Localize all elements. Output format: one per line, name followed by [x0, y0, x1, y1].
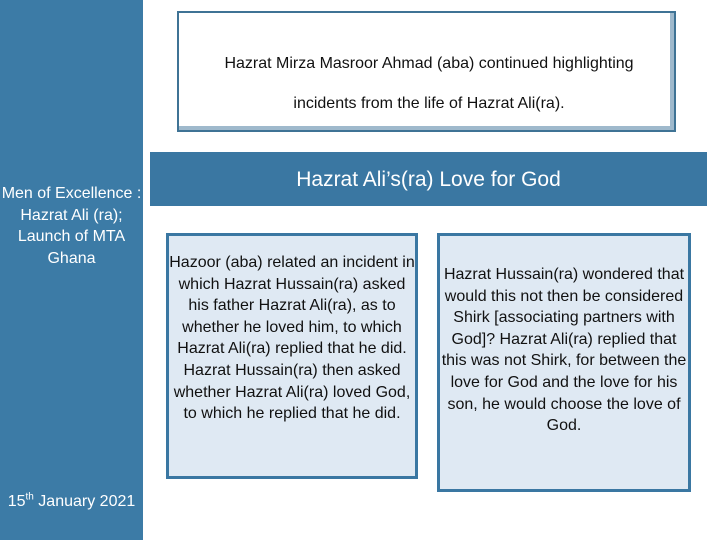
- date-rest: January 2021: [33, 493, 136, 510]
- incident-card-right-text: Hazrat Hussain(ra) wondered that would this not then be considered Shirk [associating partners with God]? Hazrat Ali(ra) replied that this was not Shirk, for between the love for God and the love for his son, he would choose the love of God.: [441, 266, 687, 435]
- sidebar: [0, 0, 143, 540]
- sidebar-title: Men of Excellence : Hazrat Ali (ra); Launch of MTA Ghana: [1, 185, 142, 267]
- date-suffix: th: [25, 491, 34, 503]
- date-day: 15: [7, 493, 26, 510]
- intro-text: Hazrat Mirza Masroor Ahmad (aba) continued highlighting incidents from the life of Hazrat Ali(ra).: [224, 55, 634, 112]
- sidebar-date: [0, 491, 143, 513]
- section-heading: Hazrat Ali’s(ra) Love for God: [296, 168, 561, 191]
- incident-card-left-text: Hazoor (aba) related an incident in which Hazrat Hussain(ra) asked his father Hazrat Ali(ra), as to whether he loved him, to which Hazrat Ali(ra) replied that he did. Hazrat Hussain(ra) then asked whether Hazrat Ali(ra) loved God, to which he replied that he did.: [169, 254, 415, 423]
